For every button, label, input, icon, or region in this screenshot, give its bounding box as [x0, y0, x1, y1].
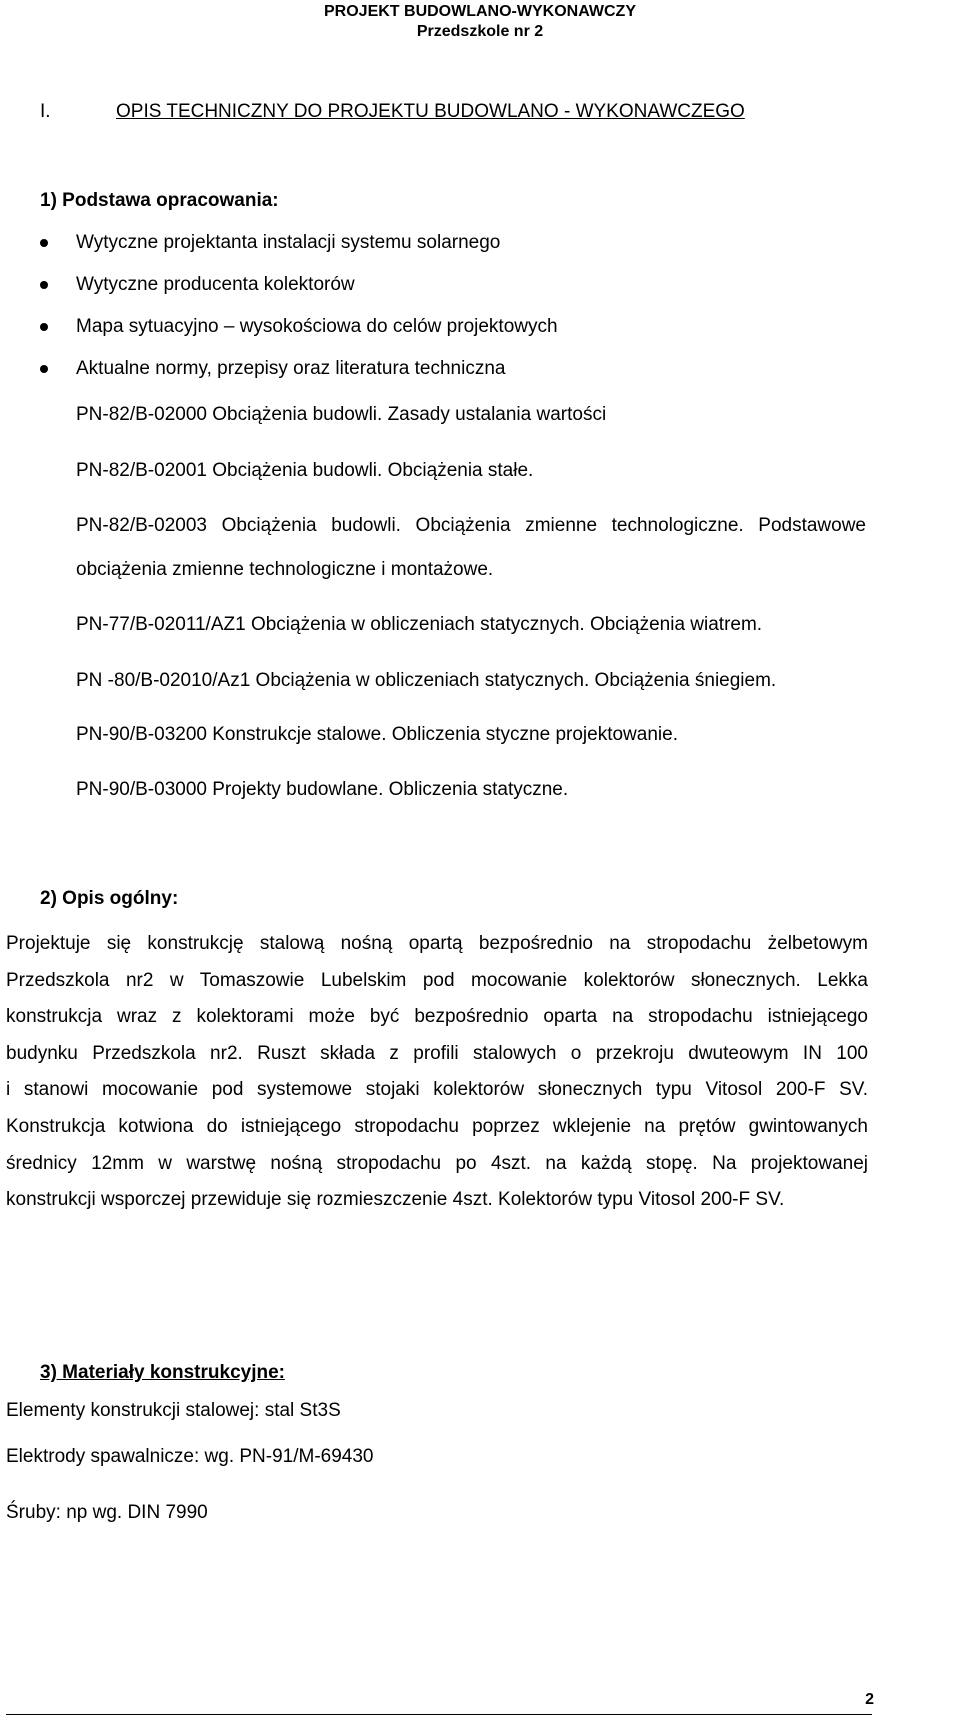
general-description-paragraph	[6, 926, 868, 1219]
header-building-name: Przedszkole nr 2	[416, 23, 544, 40]
material-item: Elementy konstrukcji stalowej: stal St3S	[6, 1400, 341, 1421]
norm-line: PN-90/B-03200 Konstrukcje stalowe. Obliczenia styczne projektowanie.	[76, 724, 678, 745]
list-item-text: Wytyczne projektanta instalacji systemu solarnego	[76, 232, 501, 253]
bullet-icon	[40, 365, 48, 373]
list-item	[34, 357, 558, 399]
list-item-text: Wytyczne producenta kolektorów	[76, 274, 355, 295]
norm-line: PN-90/B-03000 Projekty budowlane. Obliczenia statyczne.	[76, 779, 569, 800]
list-item	[34, 231, 558, 273]
page-number: 2	[865, 1691, 874, 1708]
norm-line: PN-77/B-02011/AZ1 Obciążenia w obliczeniach statycznych. Obciążenia wiatrem.	[76, 614, 763, 635]
footer-rule	[6, 1714, 872, 1715]
title-number: I.	[40, 101, 51, 122]
material-item: Śruby: np wg. DIN 7990	[6, 1502, 208, 1523]
paragraph-line: konstrukcja wraz z kolektorami może być bezpośrednio oparta na stropodachu istniejącego	[6, 1006, 868, 1028]
list-item-text: Aktualne normy, przepisy oraz literatura techniczna	[76, 358, 506, 379]
paragraph-line: Konstrukcja kotwiona do istniejącego stropodachu poprzez wklejenie na prętów gwintowanych	[6, 1115, 868, 1137]
header-project-type: PROJEKT BUDOWLANO-WYKONAWCZY	[324, 3, 636, 20]
paragraph-line: Przedszkola nr2 w Tomaszowie Lubelskim pod mocowanie kolektorów słonecznych. Lekka	[6, 969, 868, 991]
basis-bullet-list	[34, 231, 558, 399]
paragraph-line: Projektuje się konstrukcję stalową nośną opartą bezpośrednio na stropodachu żelbetowym	[6, 933, 868, 954]
list-item	[34, 273, 558, 315]
title-text: OPIS TECHNICZNY DO PROJEKTU BUDOWLANO - WYKONAWCZEGO	[116, 101, 745, 122]
norm-line: obciążenia zmienne technologiczne i montażowe.	[76, 559, 494, 580]
paragraph-line: budynku Przedszkola nr2. Ruszt składa z profili stalowych o przekroju dwuteowym IN 100	[6, 1042, 868, 1064]
section-2-heading: 2) Opis ogólny:	[40, 888, 179, 909]
bullet-icon	[40, 281, 48, 289]
bullet-icon	[40, 323, 48, 331]
bullet-icon	[40, 239, 48, 247]
norm-line: PN-82/B-02003 Obciążenia budowli. Obciążenia zmienne technologiczne. Podstawowe	[76, 515, 866, 536]
list-item-text: Mapa sytuacyjno – wysokościowa do celów projektowych	[76, 316, 558, 337]
list-item	[34, 315, 558, 357]
norm-line: PN-82/B-02000 Obciążenia budowli. Zasady ustalania wartości	[76, 404, 607, 425]
norm-line: PN -80/B-02010/Az1 Obciążenia w obliczeniach statycznych. Obciążenia śniegiem.	[76, 670, 777, 691]
section-1-heading: 1) Podstawa opracowania:	[40, 190, 279, 211]
norm-line: PN-82/B-02001 Obciążenia budowli. Obciążenia stałe.	[76, 460, 534, 481]
paragraph-line: średnicy 12mm w warstwę nośną stropodachu po 4szt. na każdą stopę. Na projektowanej	[6, 1152, 868, 1174]
section-3-heading: 3) Materiały konstrukcyjne:	[40, 1362, 285, 1383]
paragraph-line: i stanowi mocowanie pod systemowe stojaki kolektorów słonecznych typu Vitosol 200-F SV.	[6, 1079, 868, 1101]
material-item: Elektrody spawalnicze: wg. PN-91/M-69430	[6, 1446, 374, 1467]
paragraph-line: konstrukcji wsporczej przewiduje się rozmieszczenie 4szt. Kolektorów typu Vitosol 200-F SV.	[6, 1189, 785, 1211]
